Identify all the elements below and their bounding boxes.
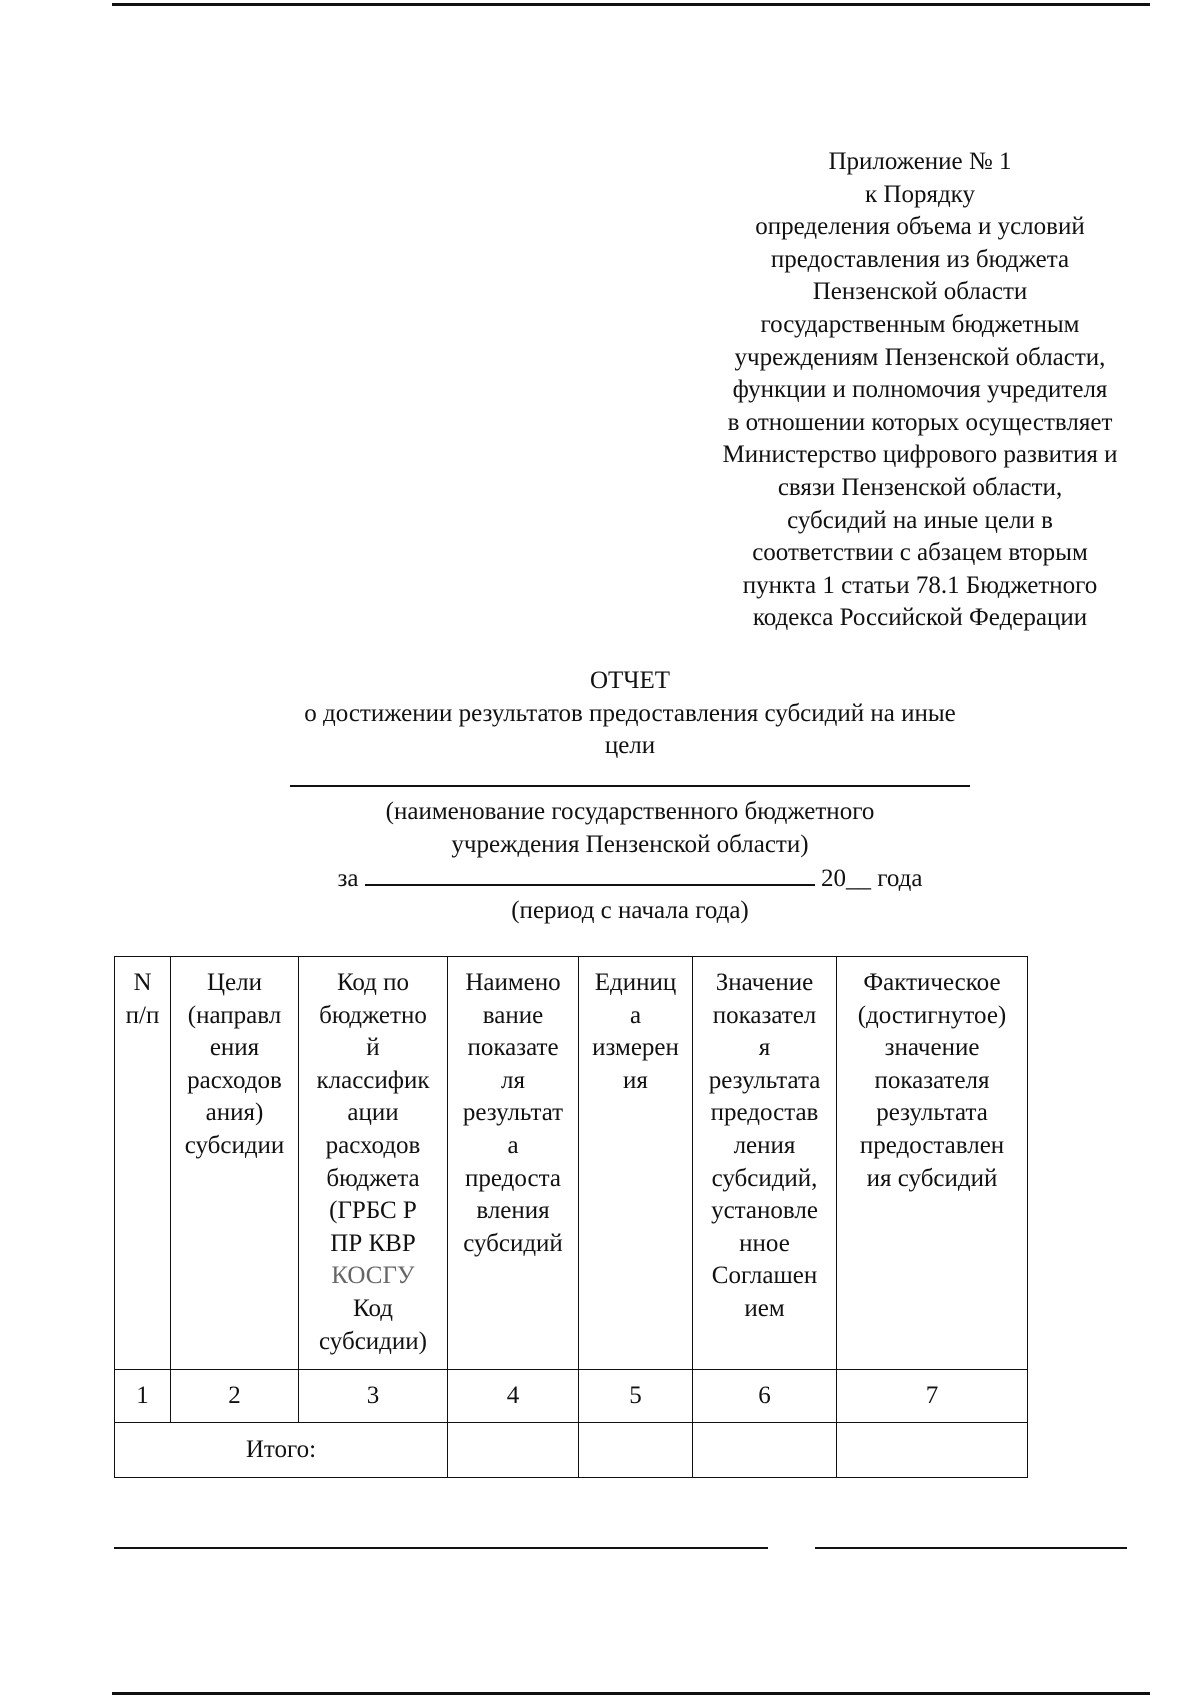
header-text: а [629, 1001, 642, 1029]
header-text: расходов [325, 1131, 421, 1159]
column-number: 3 [299, 1370, 448, 1423]
report-subtitle: о достижении результатов предоставления субсидий на иные [304, 699, 956, 727]
appendix-line: функции и полномочия учредителя [732, 376, 1108, 404]
header-text: показателя [874, 1066, 990, 1094]
header-text: Цели [206, 969, 262, 996]
header-text: субсидий [463, 1229, 563, 1257]
period-year: 20__ года [821, 864, 923, 892]
header-text: показате [467, 1034, 559, 1062]
header-text: классифик [316, 1066, 430, 1094]
header-text: нное [739, 1229, 790, 1257]
signature-line-right [815, 1547, 1127, 1549]
header-text: значение [884, 1034, 980, 1062]
header-text: результат [462, 1099, 564, 1127]
period-line [160, 862, 1100, 896]
report-title: ОТЧЕТ [589, 667, 671, 694]
header-text: ания) [205, 1099, 264, 1127]
appendix-line: Пензенской области [812, 278, 1028, 306]
header-text: расходов [187, 1066, 282, 1094]
header-text: субсидии [184, 1131, 285, 1159]
appendix-line: учреждениям Пензенской области, [734, 343, 1106, 371]
header-text: субсидии) [319, 1327, 427, 1355]
header-text: показател [712, 1001, 817, 1029]
total-cell [837, 1423, 1028, 1478]
institution-blank-line [290, 763, 970, 787]
appendix-line: государственным бюджетным [760, 310, 1080, 338]
header-text: вления [476, 1197, 550, 1225]
header-text: бюджетно [319, 1001, 427, 1029]
period-prefix: за [337, 864, 359, 892]
header-text: Код [353, 1294, 393, 1322]
header-text: ения [209, 1034, 260, 1062]
header-text: ием [744, 1294, 785, 1322]
appendix-line: определения объема и условий [755, 213, 1085, 241]
header-text: измерен [592, 1034, 679, 1062]
header-text: предоста [465, 1164, 561, 1192]
header-text: а [507, 1131, 519, 1159]
header-text: Фактическое [863, 969, 1001, 996]
total-cell [448, 1423, 579, 1478]
header-text: результата [876, 1099, 988, 1127]
column-number: 7 [837, 1370, 1028, 1423]
appendix-line: пункта 1 статьи 78.1 Бюджетного [742, 571, 1098, 599]
header-cell-planned-value [693, 957, 837, 1370]
appendix-line: Приложение № 1 [828, 148, 1012, 175]
header-text: Наимено [465, 969, 561, 996]
header-text: ия [623, 1066, 648, 1094]
total-label: Итого: [115, 1423, 448, 1478]
header-text: Значение [715, 969, 814, 996]
report-table [114, 956, 1028, 1478]
header-text: Код по [336, 969, 410, 996]
report-title-block [160, 665, 1100, 928]
appendix-line: соответствии с абзацем вторым [752, 539, 1088, 567]
institution-blank [160, 763, 1100, 797]
column-number: 2 [171, 1370, 299, 1423]
appendix-line: Министерство цифрового развития и [722, 441, 1118, 469]
header-text: ля [501, 1066, 525, 1094]
header-text: Единиц [594, 969, 677, 996]
bottom-rule [112, 1692, 1150, 1695]
institution-caption: (наименование государственного бюджетного [385, 798, 875, 826]
appendix-line: кодекса Российской Федерации [752, 604, 1088, 632]
header-cell-goals [171, 957, 299, 1370]
total-cell [693, 1423, 837, 1478]
appendix-line: связи Пензенской области, [777, 473, 1063, 501]
header-text: Соглашен [711, 1262, 818, 1290]
header-text: п/п [125, 1001, 160, 1029]
header-text: установле [711, 1197, 818, 1225]
appendix-line: предоставления из бюджета [770, 245, 1070, 273]
header-cell-indicator-name [448, 957, 579, 1370]
header-text: N [133, 969, 152, 996]
header-text: (достигнутое) [857, 1001, 1007, 1029]
period-caption: (период с начала года) [511, 897, 749, 925]
header-text: КОСГУ [331, 1262, 415, 1290]
table-header-row [115, 957, 1028, 1370]
top-rule [112, 3, 1150, 6]
header-cell-unit [579, 957, 693, 1370]
header-text: ПР КВР [330, 1229, 416, 1257]
header-text: субсидий, [711, 1164, 818, 1192]
header-text: ации [347, 1099, 399, 1127]
header-text: бюджета [326, 1164, 420, 1192]
header-text: результата [708, 1066, 821, 1094]
header-cell-budget-code [299, 957, 448, 1370]
header-text: ления [733, 1131, 796, 1159]
signature-line-left [114, 1547, 768, 1549]
header-text: (направл [187, 1001, 282, 1029]
header-text: вание [482, 1001, 544, 1029]
appendix-line: субсидий на иные цели в [787, 506, 1053, 534]
header-text: предоставлен [859, 1131, 1005, 1159]
report-subtitle-cont: цели [604, 732, 656, 760]
institution-caption-cont: учреждения Пензенской области) [451, 830, 809, 858]
appendix-header [680, 146, 1160, 635]
column-number: 6 [693, 1370, 837, 1423]
header-cell-number [115, 957, 171, 1370]
header-text: предостав [710, 1099, 819, 1127]
header-cell-actual-value [837, 957, 1028, 1370]
column-number-row [115, 1370, 1028, 1423]
total-row [115, 1423, 1028, 1478]
header-text: (ГРБС Р [329, 1197, 417, 1225]
header-text: ия субсидий [866, 1164, 998, 1192]
appendix-line: в отношении которых осуществляет [727, 408, 1113, 436]
column-number: 5 [579, 1370, 693, 1423]
total-cell [579, 1423, 693, 1478]
period-blank-line [365, 862, 815, 886]
column-number: 4 [448, 1370, 579, 1423]
header-text: й [366, 1034, 380, 1062]
column-number: 1 [115, 1370, 171, 1423]
header-text: я [758, 1034, 771, 1062]
appendix-line: к Порядку [865, 180, 975, 208]
